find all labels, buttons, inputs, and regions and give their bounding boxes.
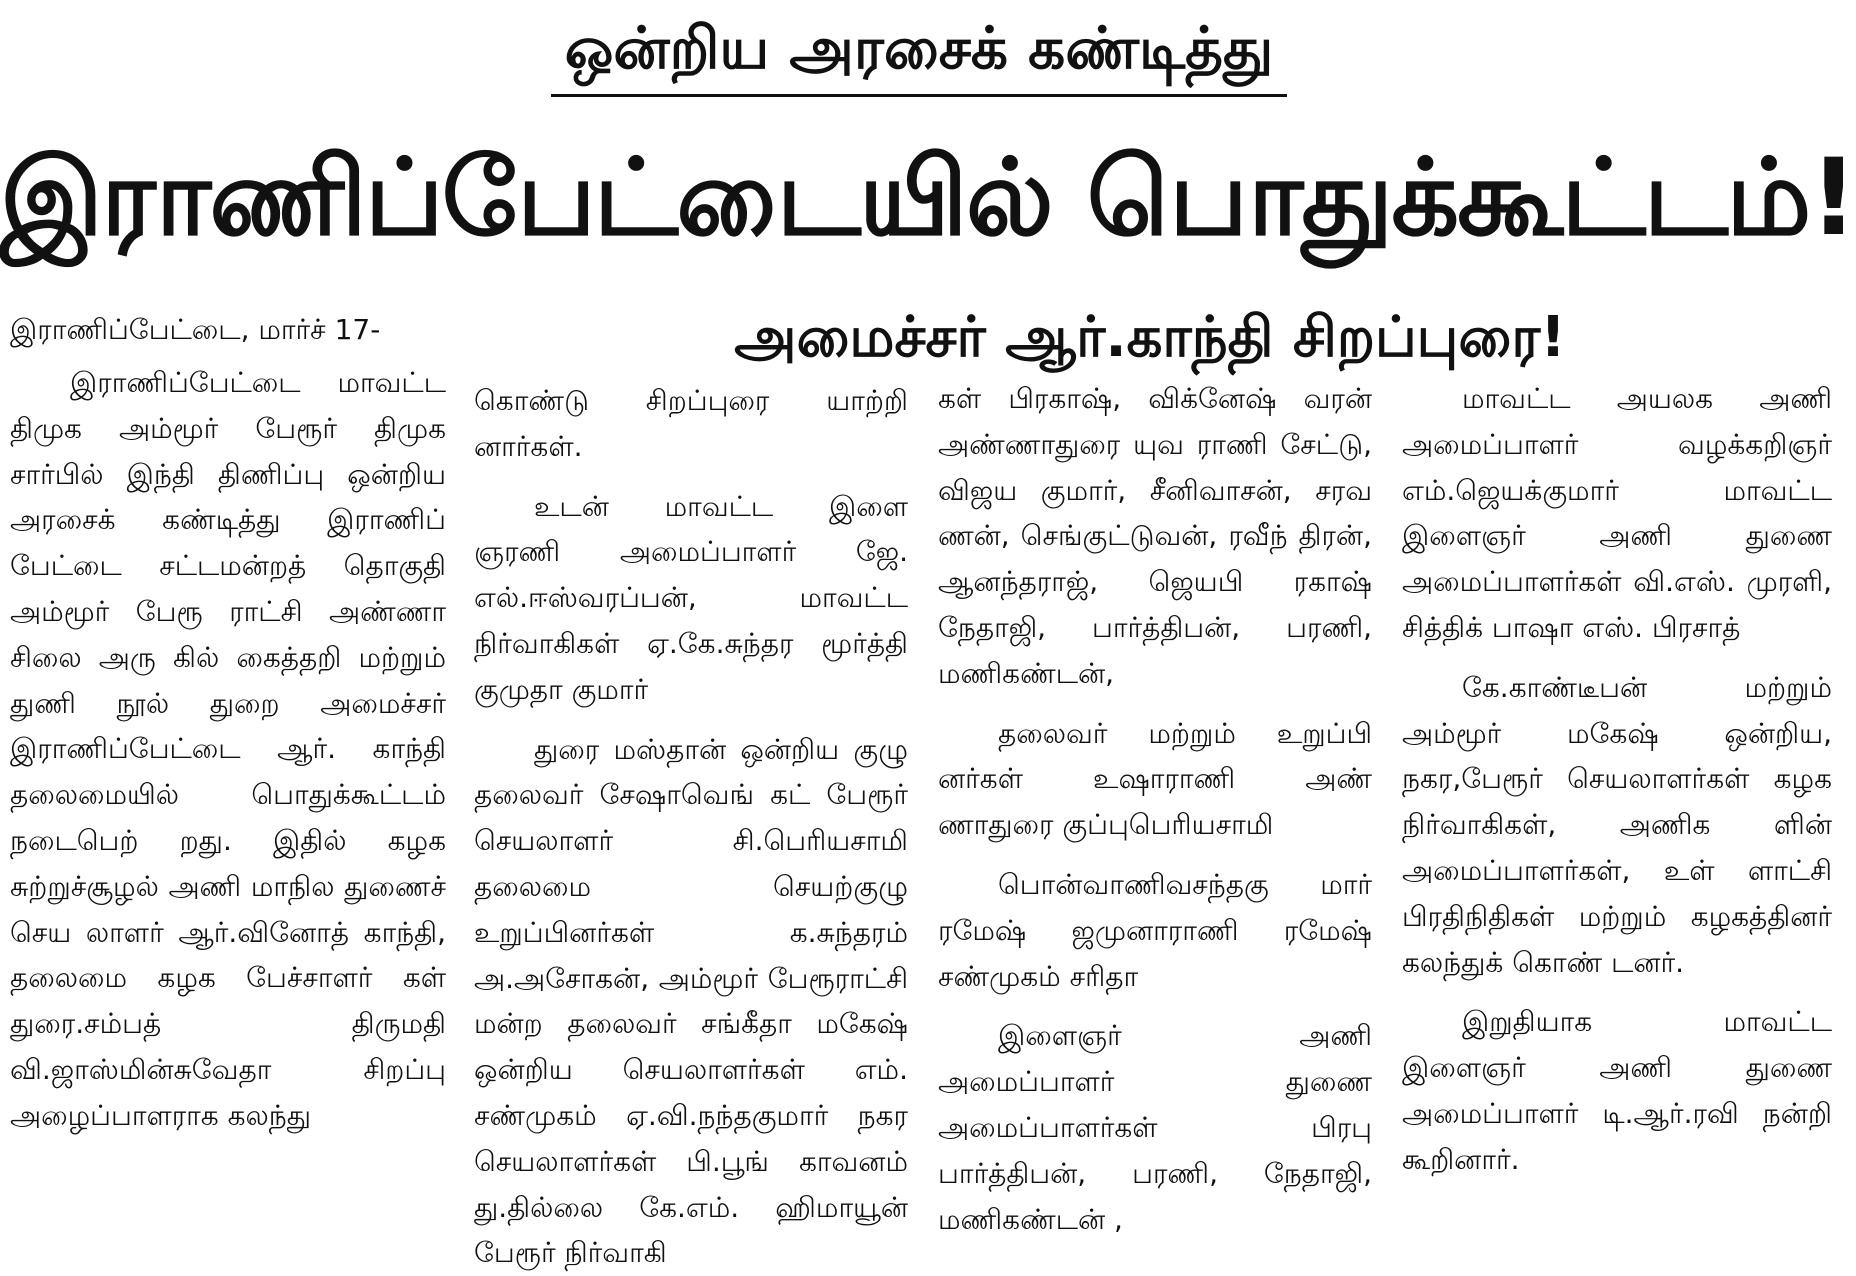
article-column-1 (10, 360, 446, 1210)
article-paragraph: துரை மஸ்தான் ஒன்றிய குழு தலைவர் சேஷாவெங் கட் பேரூர் செயலாளர் சி.பெரியசாமி தலைமை செயற்குழு உறுப்பினர்கள் க.சுந்தரம் அ.அசோகன், அம்மூர் பேரூராட்சி மன்ற தலைவர் சங்கீதா மகேஷ் ஒன்றிய செயலாளர்கள் எம். சண்முகம் ஏ.வி.நந்தகுமார் நகர செயலாளர்கள் பி.பூங் காவனம் து.தில்லை கே.எம். ஹிமாயூன் பேரூர் நிர்வாகி (474, 732, 908, 1270)
kicker-text: ஒன்றிய அரசைக் கண்டித்து (551, 6, 1288, 97)
article-paragraph: கே.காண்டீபன் மற்றும் அம்மூர் மகேஷ் ஒன்றிய, நகர,பேரூர் செயலாளர்கள் கழக நிர்வாகிகள், அணிக ளின் அமைப்பாளர்கள், உள் ளாட்சி பிரதிநிதிகள் மற்றும் கழகத்தினர் கலந்துக் கொண் டனர். (1402, 670, 1832, 979)
sub-headline: அமைச்சர் ஆர்.காந்தி சிறப்புரை! (734, 305, 1566, 370)
main-headline: இராணிப்பேட்டையில் பொதுக்கூட்டம்! (0, 136, 1856, 259)
article-paragraph: பொன்வாணிவசந்தகு மார் ரமேஷ் ஜமுனாராணி ரமேஷ் சண்முகம் சரிதா (938, 867, 1372, 993)
dateline: இராணிப்பேட்டை, மார்ச் 17- (10, 313, 381, 346)
article-column-2 (474, 378, 908, 1270)
kicker-headline (0, 6, 1838, 97)
article-paragraph: தலைவர் மற்றும் உறுப்பி னர்கள் உஷாராணி அண் ணாதுரை குப்புபெரியசாமி (938, 716, 1372, 842)
article-column-3 (938, 376, 1372, 1236)
article-paragraph: இராணிப்பேட்டை மாவட்ட திமுக அம்மூர் பேரூர் திமுக சார்பில் இந்தி திணிப்பு ஒன்றிய அரசைக் கண்டித்து இராணிப் பேட்டை சட்டமன்றத் தொகுதி அம்மூர் பேரூ ராட்சி அண்ணா சிலை அரு கில் கைத்தறி மற்றும் துணி நூல் துறை அமைச்சர் இராணிப்பேட்டை ஆர். காந்தி தலைமையில் பொதுக்கூட்டம் நடைபெற் றது. இதில் கழக சுற்றுச்சூழல் அணி மாநில துணைச் செய லாளர் ஆர்.வினோத் காந்தி, தலைமை கழக பேச்சாளர் கள் துரை.சம்பத் திருமதி வி.ஜாஸ்மின்சுவேதா சிறப்பு அழைப்பாளராக கலந்து (10, 366, 446, 1132)
article-column-4 (1402, 376, 1832, 1226)
article-paragraph: கள் பிரகாஷ், விக்னேஷ் வரன் அண்ணாதுரை யுவ ராணி சேட்டு, விஜய குமார், சீனிவாசன், சரவ ணன், செங்குட்டுவன், ரவீந் திரன், ஆனந்தராஜ், ஜெயபி ரகாஷ் நேதாஜி, பார்த்திபன், பரணி, மணிகண்டன், (938, 382, 1372, 690)
article-paragraph: இறுதியாக மாவட்ட இளைஞர் அணி துணை அமைப்பாளர் டி.ஆர்.ரவி நன்றி கூறினார். (1402, 1005, 1832, 1176)
article-paragraph: இளைஞர் அணி அமைப்பாளர் துணை அமைப்பாளர்கள் பிரபு பார்த்திபன், பரணி, நேதாஜி, மணிகண்டன் , (938, 1019, 1372, 1236)
article-paragraph: கொண்டு சிறப்புரை யாற்றி னார்கள். (474, 384, 908, 463)
article-paragraph: உடன் மாவட்ட இளை ஞரணி அமைப்பாளர் ஜே. எல்.ஈஸ்வரப்பன், மாவட்ட நிர்வாகிகள் ஏ.கே.சுந்தர மூர்த்தி குமுதா குமார் (474, 489, 908, 706)
article-paragraph: மாவட்ட அயலக அணி அமைப்பாளர் வழக்கறிஞர் எம்.ஜெயக்குமார் மாவட்ட இளைஞர் அணி துணை அமைப்பாளர்கள் வி.எஸ். முரளி, சித்திக் பாஷா எஸ். பிரசாத் (1402, 382, 1832, 644)
